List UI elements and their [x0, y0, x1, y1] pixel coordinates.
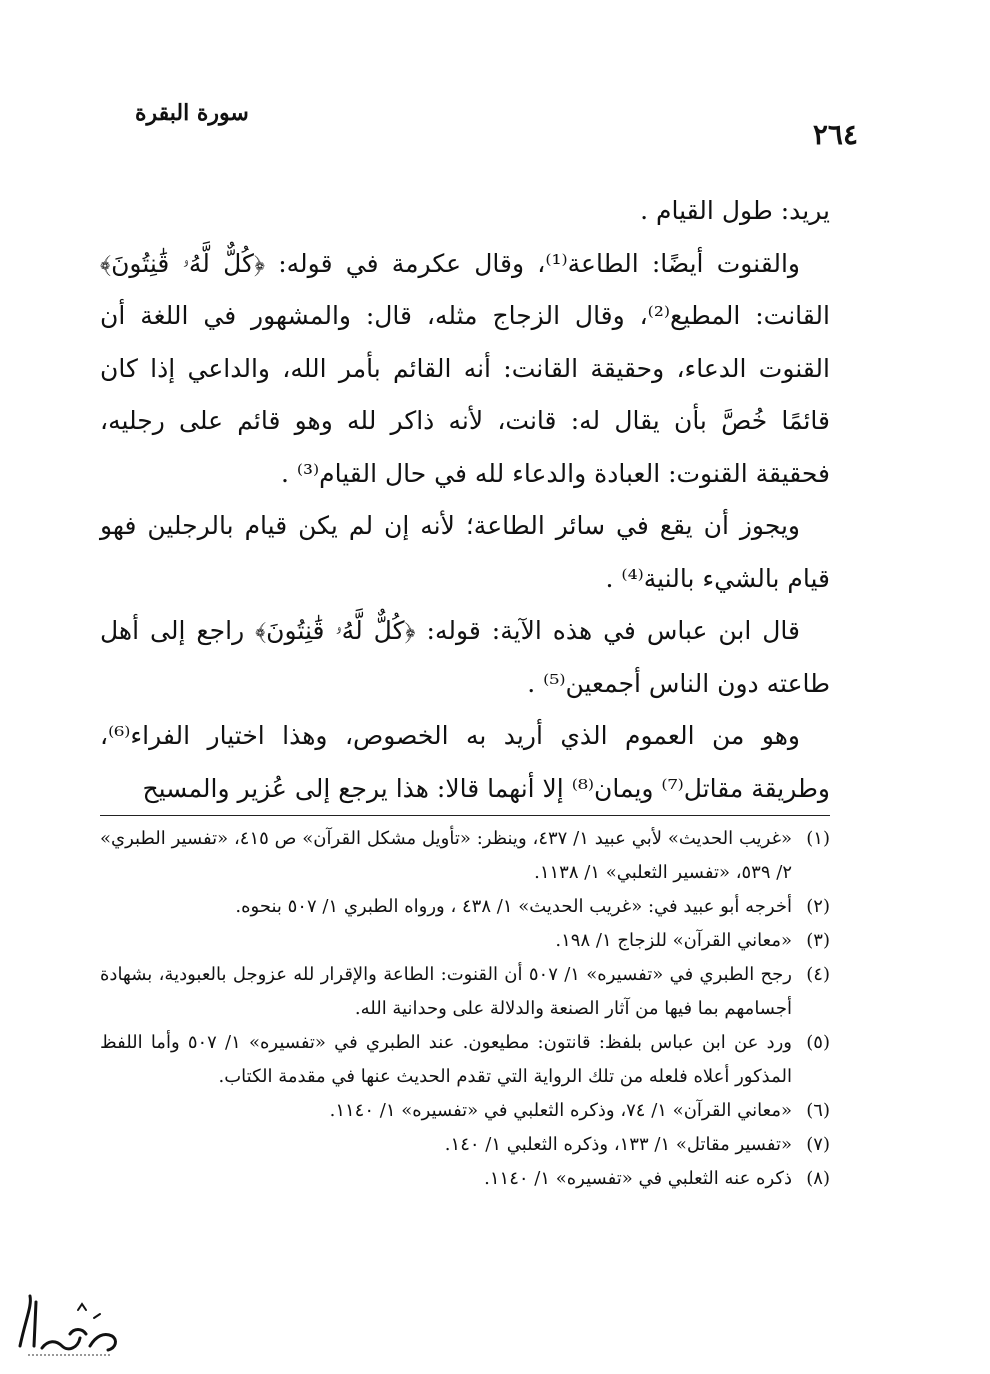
- footnote: [100, 1094, 830, 1128]
- footnote-text: «تفسير مقاتل» ١/ ١٣٣، وذكره الثعلبي ١/ ١٤٠.: [444, 1134, 792, 1155]
- footnote-text: رجح الطبري في «تفسيره» ١/ ٥٠٧ أن القنوت: الطاعة والإقرار لله عزوجل بالعبودية، بشهادة أجسامهم بما فيها من آثار الصنعة والدلالة على وحدانية الله.: [100, 964, 792, 1019]
- paragraph: وهو من العموم الذي أريد به الخصوص، وهذا اختيار الفراء⁽⁶⁾، وطريقة مقاتل⁽⁷⁾ ويمان⁽⁸⁾ إلا أنهما قالا: هذا يرجع إلى عُزير والمسيح: [100, 721, 830, 803]
- footnote-number: (٤): [806, 964, 830, 985]
- footnote-number: (٢): [806, 896, 830, 917]
- footnote: [100, 1128, 830, 1162]
- footnote-text: ورد عن ابن عباس بلفظ: قانتون: مطيعون. عند الطبري في «تفسيره» ١/ ٥٠٧ وأما اللفظ المذكور أعلاه فلعله من تلك الرواية التي تقدم الحديث عنها في مقدمة الكتاب.: [100, 1032, 792, 1087]
- main-text: [100, 185, 830, 815]
- publisher-logo: [8, 1288, 128, 1360]
- footnote: [100, 924, 830, 958]
- paragraph: ويجوز أن يقع في سائر الطاعة؛ لأنه إن لم يكن قيام بالرجلين فهو قيام بالشيء بالنية⁽⁴⁾ .: [100, 511, 830, 593]
- paragraph: والقنوت أيضًا: الطاعة⁽¹⁾، وقال عكرمة في قوله: ﴿كُلٌّ لَّهُۥ قَٰنِتُونَ﴾ القانت: المطيع⁽²⁾، وقال الزجاج مثله، قال: والمشهور في اللغة أن القنوت الدعاء، وحقيقة القانت: أنه القائم بأمر الله، والداعي إذا كان قائمًا خُصَّ بأن يقال له: قانت، لأنه ذاكر لله وهو قائم على رجليه، فحقيقة القنوت: العبادة والدعاء لله في حال القيام⁽³⁾ .: [100, 248, 830, 488]
- footnote: [100, 890, 830, 924]
- footnote: [100, 1026, 830, 1094]
- footnote-number: (٦): [806, 1100, 830, 1121]
- footnote-number: (٥): [806, 1032, 830, 1053]
- footnote-number: (١): [806, 828, 830, 849]
- footnote-text: «معاني القرآن» ١/ ٧٤، وذكره الثعلبي في «تفسيره» ١/ ١١٤٠.: [329, 1100, 792, 1121]
- footnote-text: «معاني القرآن» للزجاج ١/ ١٩٨.: [555, 930, 792, 951]
- footnote-text: «غريب الحديث» لأبي عبيد ١/ ٤٣٧، وينظر: «تأويل مشكل القرآن» ص ٤١٥، «تفسير الطبري» ٢/ ٥٣٩، «تفسير الثعلبي» ١/ ١١٣٨.: [100, 828, 792, 883]
- footnote-number: (٧): [806, 1134, 830, 1155]
- footnote: [100, 1162, 830, 1196]
- footnote: [100, 822, 830, 890]
- footnote-number: (٨): [806, 1168, 830, 1189]
- paragraph: قال ابن عباس في هذه الآية: قوله: ﴿كُلٌّ لَّهُۥ قَٰنِتُونَ﴾ راجع إلى أهل طاعته دون الناس أجمعين⁽⁵⁾ .: [100, 616, 830, 698]
- page-number: ٢٦٤: [812, 118, 858, 151]
- running-header-surah: سورة البقرة: [135, 100, 249, 126]
- footnote-number: (٣): [806, 930, 830, 951]
- footnote: [100, 958, 830, 1026]
- footnote-text: أخرجه أبو عبيد في: «غريب الحديث» ١/ ٤٣٨ ، ورواه الطبري ١/ ٥٠٧ بنحوه.: [235, 896, 792, 917]
- footnote-text: ذكره عنه الثعلبي في «تفسيره» ١/ ١١٤٠.: [484, 1168, 792, 1189]
- footnotes: [100, 822, 830, 1196]
- footnote-separator: [100, 815, 830, 816]
- paragraph: يريد: طول القيام .: [640, 196, 830, 225]
